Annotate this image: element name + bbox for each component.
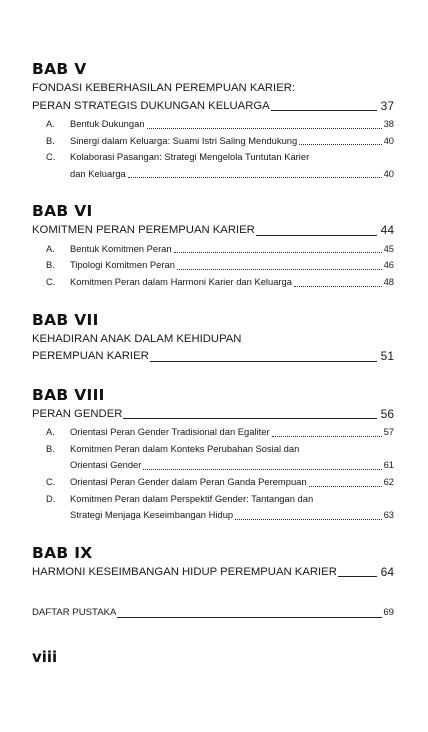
- chapter-page: 37: [380, 98, 394, 113]
- subsection-list: [32, 116, 394, 182]
- subsection-list: [32, 424, 394, 524]
- subsection-line: [70, 491, 394, 508]
- subsection-item: [32, 257, 394, 274]
- subsection-title: Orientasi Gender: [70, 459, 142, 471]
- leader-line: [338, 576, 377, 577]
- subsection-letter: A.: [46, 118, 55, 129]
- leader-line: [150, 361, 377, 362]
- subsection-body: [70, 274, 394, 291]
- subsection-page: 63: [383, 509, 394, 521]
- subsection-line: [70, 149, 394, 166]
- dot-leader: [174, 252, 382, 253]
- chapter-title-line: [32, 564, 394, 582]
- chapter-section: [32, 200, 394, 290]
- subsection-item: [32, 474, 394, 491]
- daftar-pustaka-label: DAFTAR PUSTAKA: [32, 607, 117, 619]
- subsection-line: [70, 457, 394, 474]
- subsection-letter: A.: [46, 242, 55, 254]
- chapter-number: BAB VI: [32, 202, 93, 221]
- chapter-title-line: [32, 98, 394, 116]
- chapter-number: BAB VII: [32, 310, 99, 329]
- subsection-letter: C.: [46, 151, 56, 163]
- subsection-page: 46: [383, 259, 394, 271]
- subsection-page: 62: [383, 475, 394, 487]
- subsection-letter: C.: [46, 276, 56, 288]
- subsection-line: [70, 257, 394, 274]
- chapter-section: [32, 384, 394, 524]
- subsection-title: Orientasi Peran Gender Tradisional dan Egaliter: [70, 426, 270, 438]
- subsection-item: [32, 424, 394, 441]
- subsection-body: [70, 441, 394, 474]
- subsection-line: [70, 507, 394, 524]
- subsection-line: [70, 116, 394, 133]
- subsection-title: Komitmen Peran dalam Harmoni Karier dan Keluarga: [70, 276, 292, 288]
- subsection-item: [32, 116, 394, 133]
- leader-line: [256, 235, 377, 236]
- subsection-item: [32, 491, 394, 524]
- daftar-pustaka-page: 69: [383, 607, 394, 619]
- subsection-title: Kolaborasi Pasangan: Strategi Mengelola Tuntutan Karier: [70, 151, 310, 163]
- subsection-letter: B.: [46, 259, 55, 271]
- subsection-title: Strategi Menjaga Keseimbangan Hidup: [70, 509, 234, 521]
- table-of-contents: [32, 58, 394, 621]
- chapter-title-text: FONDASI KEBERHASILAN PEREMPUAN KARIER:: [32, 82, 296, 94]
- chapter-section: [32, 542, 394, 582]
- subsection-page: 48: [383, 276, 394, 288]
- daftar-pustaka-entry: [32, 605, 394, 621]
- chapter-title-text: PERAN STRATEGIS DUKUNGAN KELUARGA: [32, 99, 270, 112]
- leader-line: [271, 110, 377, 111]
- dot-leader: [272, 436, 382, 437]
- chapter-title-line: [32, 331, 394, 349]
- chapter-section: [32, 309, 394, 366]
- subsection-letter: D.: [46, 492, 56, 504]
- subsection-line: [70, 474, 394, 491]
- subsection-item: [32, 274, 394, 291]
- subsection-line: [70, 274, 394, 291]
- subsection-item: [32, 441, 394, 474]
- subsection-letter: B.: [46, 134, 55, 146]
- subsection-letter: A.: [46, 426, 55, 438]
- subsection-title: Bentuk Komitmen Peran: [70, 242, 172, 254]
- subsection-page: 38: [383, 118, 394, 129]
- dot-leader: [147, 128, 382, 129]
- subsection-item: [32, 241, 394, 258]
- subsection-letter: B.: [46, 442, 55, 454]
- subsection-page: 61: [383, 459, 394, 471]
- subsection-item: [32, 149, 394, 182]
- page-number: viii: [32, 648, 58, 666]
- subsection-title: Orientasi Peran Gender dalam Peran Ganda Perempuan: [70, 475, 307, 487]
- dot-leader: [235, 519, 381, 520]
- chapter-title-line: [32, 80, 394, 98]
- subsection-title: dan Keluarga: [70, 167, 126, 179]
- chapter-number: BAB V: [32, 60, 87, 78]
- chapter-title-line: [32, 348, 394, 366]
- subsection-line: [70, 241, 394, 258]
- chapter-title-text: PERAN GENDER: [32, 407, 123, 420]
- chapter-section: [32, 58, 394, 182]
- subsection-line: [70, 424, 394, 441]
- leader-line: [123, 418, 376, 419]
- chapter-title-text: KOMITMEN PERAN PEREMPUAN KARIER: [32, 224, 255, 237]
- dot-leader: [309, 486, 382, 487]
- subsection-title: Tipologi Komitmen Peran: [70, 259, 175, 271]
- leader-line: [117, 617, 382, 618]
- subsection-body: [70, 491, 394, 524]
- dot-leader: [177, 269, 382, 270]
- chapter-page: 56: [380, 406, 394, 421]
- subsection-page: 40: [383, 167, 394, 179]
- chapter-page: 44: [380, 223, 394, 238]
- subsection-page: 57: [383, 426, 394, 438]
- chapter-number: BAB IX: [32, 543, 93, 562]
- subsection-title: Komitmen Peran dalam Konteks Perubahan Sosial dan: [70, 442, 300, 454]
- subsection-item: [32, 133, 394, 150]
- chapter-title-text: HARMONI KESEIMBANGAN HIDUP PEREMPUAN KARIER: [32, 565, 337, 578]
- subsection-line: [70, 133, 394, 150]
- subsection-body: [70, 149, 394, 182]
- subsection-line: [70, 441, 394, 458]
- subsection-title: Bentuk Dukungan: [70, 118, 145, 129]
- subsection-body: [70, 116, 394, 133]
- subsection-title: Sinergi dalam Keluarga: Suami Istri Saling Mendukung: [70, 134, 298, 146]
- dot-leader: [143, 469, 381, 470]
- subsection-list: [32, 241, 394, 291]
- subsection-body: [70, 257, 394, 274]
- chapter-number: BAB VIII: [32, 385, 105, 404]
- subsection-body: [70, 424, 394, 441]
- chapter-page: 64: [380, 564, 394, 579]
- chapter-page: 51: [380, 349, 394, 364]
- subsection-body: [70, 474, 394, 491]
- dot-leader: [294, 286, 382, 287]
- subsection-page: 45: [383, 242, 394, 254]
- subsection-body: [70, 241, 394, 258]
- dot-leader: [128, 177, 382, 178]
- subsection-letter: C.: [46, 475, 56, 487]
- subsection-body: [70, 133, 394, 150]
- subsection-page: 40: [383, 134, 394, 146]
- chapter-title-text: PEREMPUAN KARIER: [32, 350, 149, 363]
- dot-leader: [299, 144, 381, 145]
- chapter-title-line: [32, 406, 394, 424]
- chapter-title-text: KEHADIRAN ANAK DALAM KEHIDUPAN: [32, 332, 242, 345]
- chapter-title-line: [32, 222, 394, 240]
- subsection-title: Komitmen Peran dalam Perspektif Gender: Tantangan dan: [70, 492, 314, 504]
- subsection-line: [70, 166, 394, 183]
